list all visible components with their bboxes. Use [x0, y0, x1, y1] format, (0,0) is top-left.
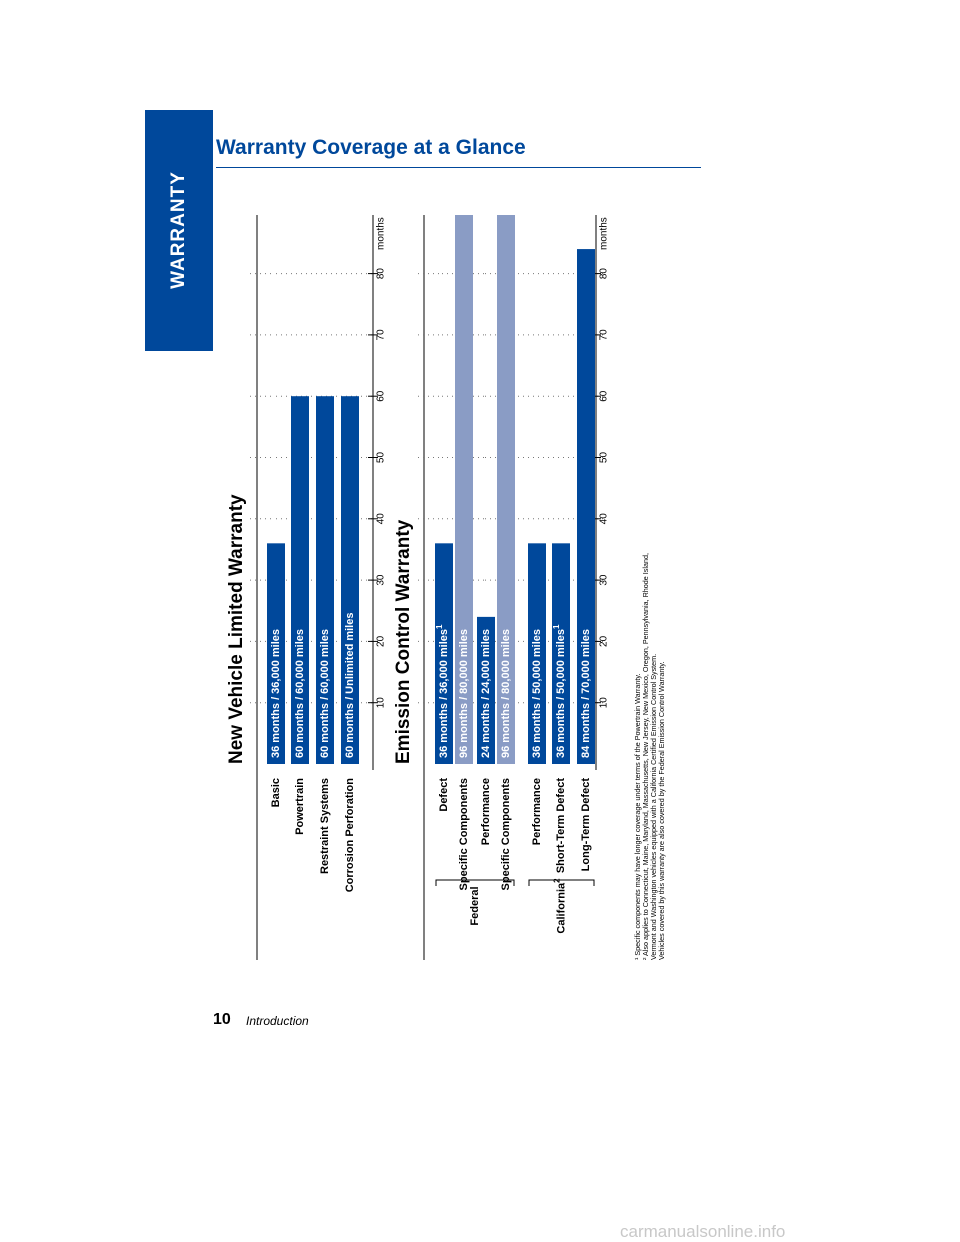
page-number: 10 — [213, 1011, 231, 1028]
category-label-group — [500, 778, 512, 890]
bar-label-superscript: 1 — [434, 624, 444, 629]
tick-label-group — [599, 452, 610, 464]
chart-title-group — [226, 494, 247, 764]
category-label: Corrosion Perforation — [343, 778, 356, 893]
category-label-group — [580, 778, 592, 872]
tick-label-group — [376, 513, 387, 525]
tick-label: 80 — [598, 268, 610, 280]
page-title: Warranty Coverage at a Glance — [216, 136, 526, 159]
side-tab-label: WARRANTY — [168, 171, 189, 289]
tick-label: 60 — [375, 390, 387, 402]
bar-label: 36 months / 36,000 miles$^1$ — [434, 624, 450, 758]
tick-label: 40 — [375, 513, 387, 525]
category-label-group — [270, 778, 282, 807]
unit-label: months — [598, 217, 610, 250]
tick-label: 20 — [598, 635, 610, 647]
chart-title: Emission Control Warranty — [393, 519, 415, 764]
category-label-group — [458, 778, 470, 890]
tick-label: 50 — [375, 451, 387, 464]
bar-label-group — [344, 613, 356, 758]
category-label: Specific Components — [499, 778, 512, 891]
footnote: Vermont and Washington vehicles equipped with a California Certified Emission Control System. — [648, 653, 658, 960]
tick-label-group — [376, 329, 387, 341]
bar-label: 60 months / 60,000 miles — [318, 628, 331, 758]
group-label-group — [469, 886, 481, 925]
footnote: ² Also applies to Connecticut, Maine, Maryland, Massachusetts, New Jersey, New Mexico, Oregon, Pennsylvania, Rhode Island, — [640, 553, 650, 960]
footnote: Vehicles covered by this warranty are also covered by the Federal Emission Control Warranty. — [656, 661, 666, 960]
group-label-superscript: 2 — [552, 878, 562, 883]
tick-label: 80 — [375, 268, 387, 280]
tick-label: 30 — [598, 574, 610, 586]
bar-label-group — [500, 629, 512, 758]
tick-label-group — [599, 268, 610, 280]
category-label: Defect — [437, 778, 450, 812]
bar-label: 24 months / 24,000 miles — [479, 628, 492, 758]
bar-label-superscript: 1 — [551, 624, 561, 629]
bar-label-group — [458, 629, 470, 758]
bar-label-group — [531, 629, 543, 758]
category-label-group — [555, 778, 567, 873]
bar-label: 36 months / 50,000 miles$^1$ — [551, 624, 567, 758]
tick-label: 30 — [375, 574, 387, 586]
category-label-group — [480, 778, 492, 845]
bar-label: 60 months / 60,000 miles — [293, 628, 306, 758]
bar-label-group — [270, 629, 282, 758]
category-label-group — [344, 778, 356, 893]
section-name: Introduction — [246, 1014, 309, 1028]
category-label-group — [531, 778, 543, 845]
tick-label: 50 — [598, 451, 610, 464]
group-label: California$^2$ — [552, 878, 568, 934]
tick-label: 70 — [598, 329, 610, 341]
group-label-group — [552, 878, 567, 934]
tick-label-group — [376, 574, 387, 586]
bar-label: 96 months / 80,000 miles — [457, 628, 470, 758]
tick-label-group — [376, 635, 387, 647]
chart-title: New Vehicle Limited Warranty — [226, 494, 248, 764]
bar-label-group — [480, 629, 492, 758]
category-label: Powertrain — [293, 778, 306, 835]
unit-label: months — [375, 217, 387, 250]
bar-label-group — [294, 629, 306, 758]
tick-label-group — [599, 697, 610, 709]
unit-label-group — [599, 217, 610, 250]
tick-label-group — [599, 329, 610, 341]
category-label: Short-Term Defect — [554, 778, 567, 874]
tick-label-group — [376, 697, 387, 709]
tick-label: 60 — [598, 390, 610, 402]
category-label: Specific Components — [457, 778, 470, 891]
tick-label-group — [599, 574, 610, 586]
tick-label-group — [599, 635, 610, 647]
tick-label-group — [376, 390, 387, 402]
unit-label-group — [376, 217, 387, 250]
bar-label-group — [580, 629, 592, 758]
category-label: Performance — [479, 778, 492, 846]
chart-title-group — [393, 519, 414, 764]
footnote-group — [657, 662, 666, 960]
tick-label: 40 — [598, 513, 610, 525]
category-label-group — [438, 778, 450, 812]
bar-label: 96 months / 80,000 miles — [499, 628, 512, 758]
category-label: Basic — [269, 778, 282, 808]
bar-label-group — [319, 629, 331, 758]
bar-label: 36 months / 36,000 miles — [269, 628, 282, 758]
category-label: Performance — [530, 778, 543, 846]
group-label: Federal — [468, 886, 481, 926]
tick-label-group — [376, 452, 387, 464]
tick-label-group — [599, 513, 610, 525]
bar-label: 60 months / Unlimited miles — [343, 612, 356, 758]
category-label: Long-Term Defect — [579, 778, 592, 872]
footnote: ¹ Specific components may have longer coverage under terms of the Powertrain Warranty. — [632, 673, 642, 960]
category-label-group — [319, 778, 331, 874]
category-label: Restraint Systems — [318, 778, 331, 874]
tick-label-group — [599, 390, 610, 402]
bar-label: 36 months / 50,000 miles — [530, 628, 543, 758]
tick-label: 70 — [375, 329, 387, 341]
tick-label: 10 — [375, 697, 387, 709]
watermark: carmanualsonline.info — [620, 1222, 786, 1241]
category-label-group — [294, 778, 306, 835]
tick-label-group — [376, 268, 387, 280]
bar-label: 84 months / 70,000 miles — [579, 628, 592, 758]
tick-label: 20 — [375, 635, 387, 647]
tick-label: 10 — [598, 697, 610, 709]
